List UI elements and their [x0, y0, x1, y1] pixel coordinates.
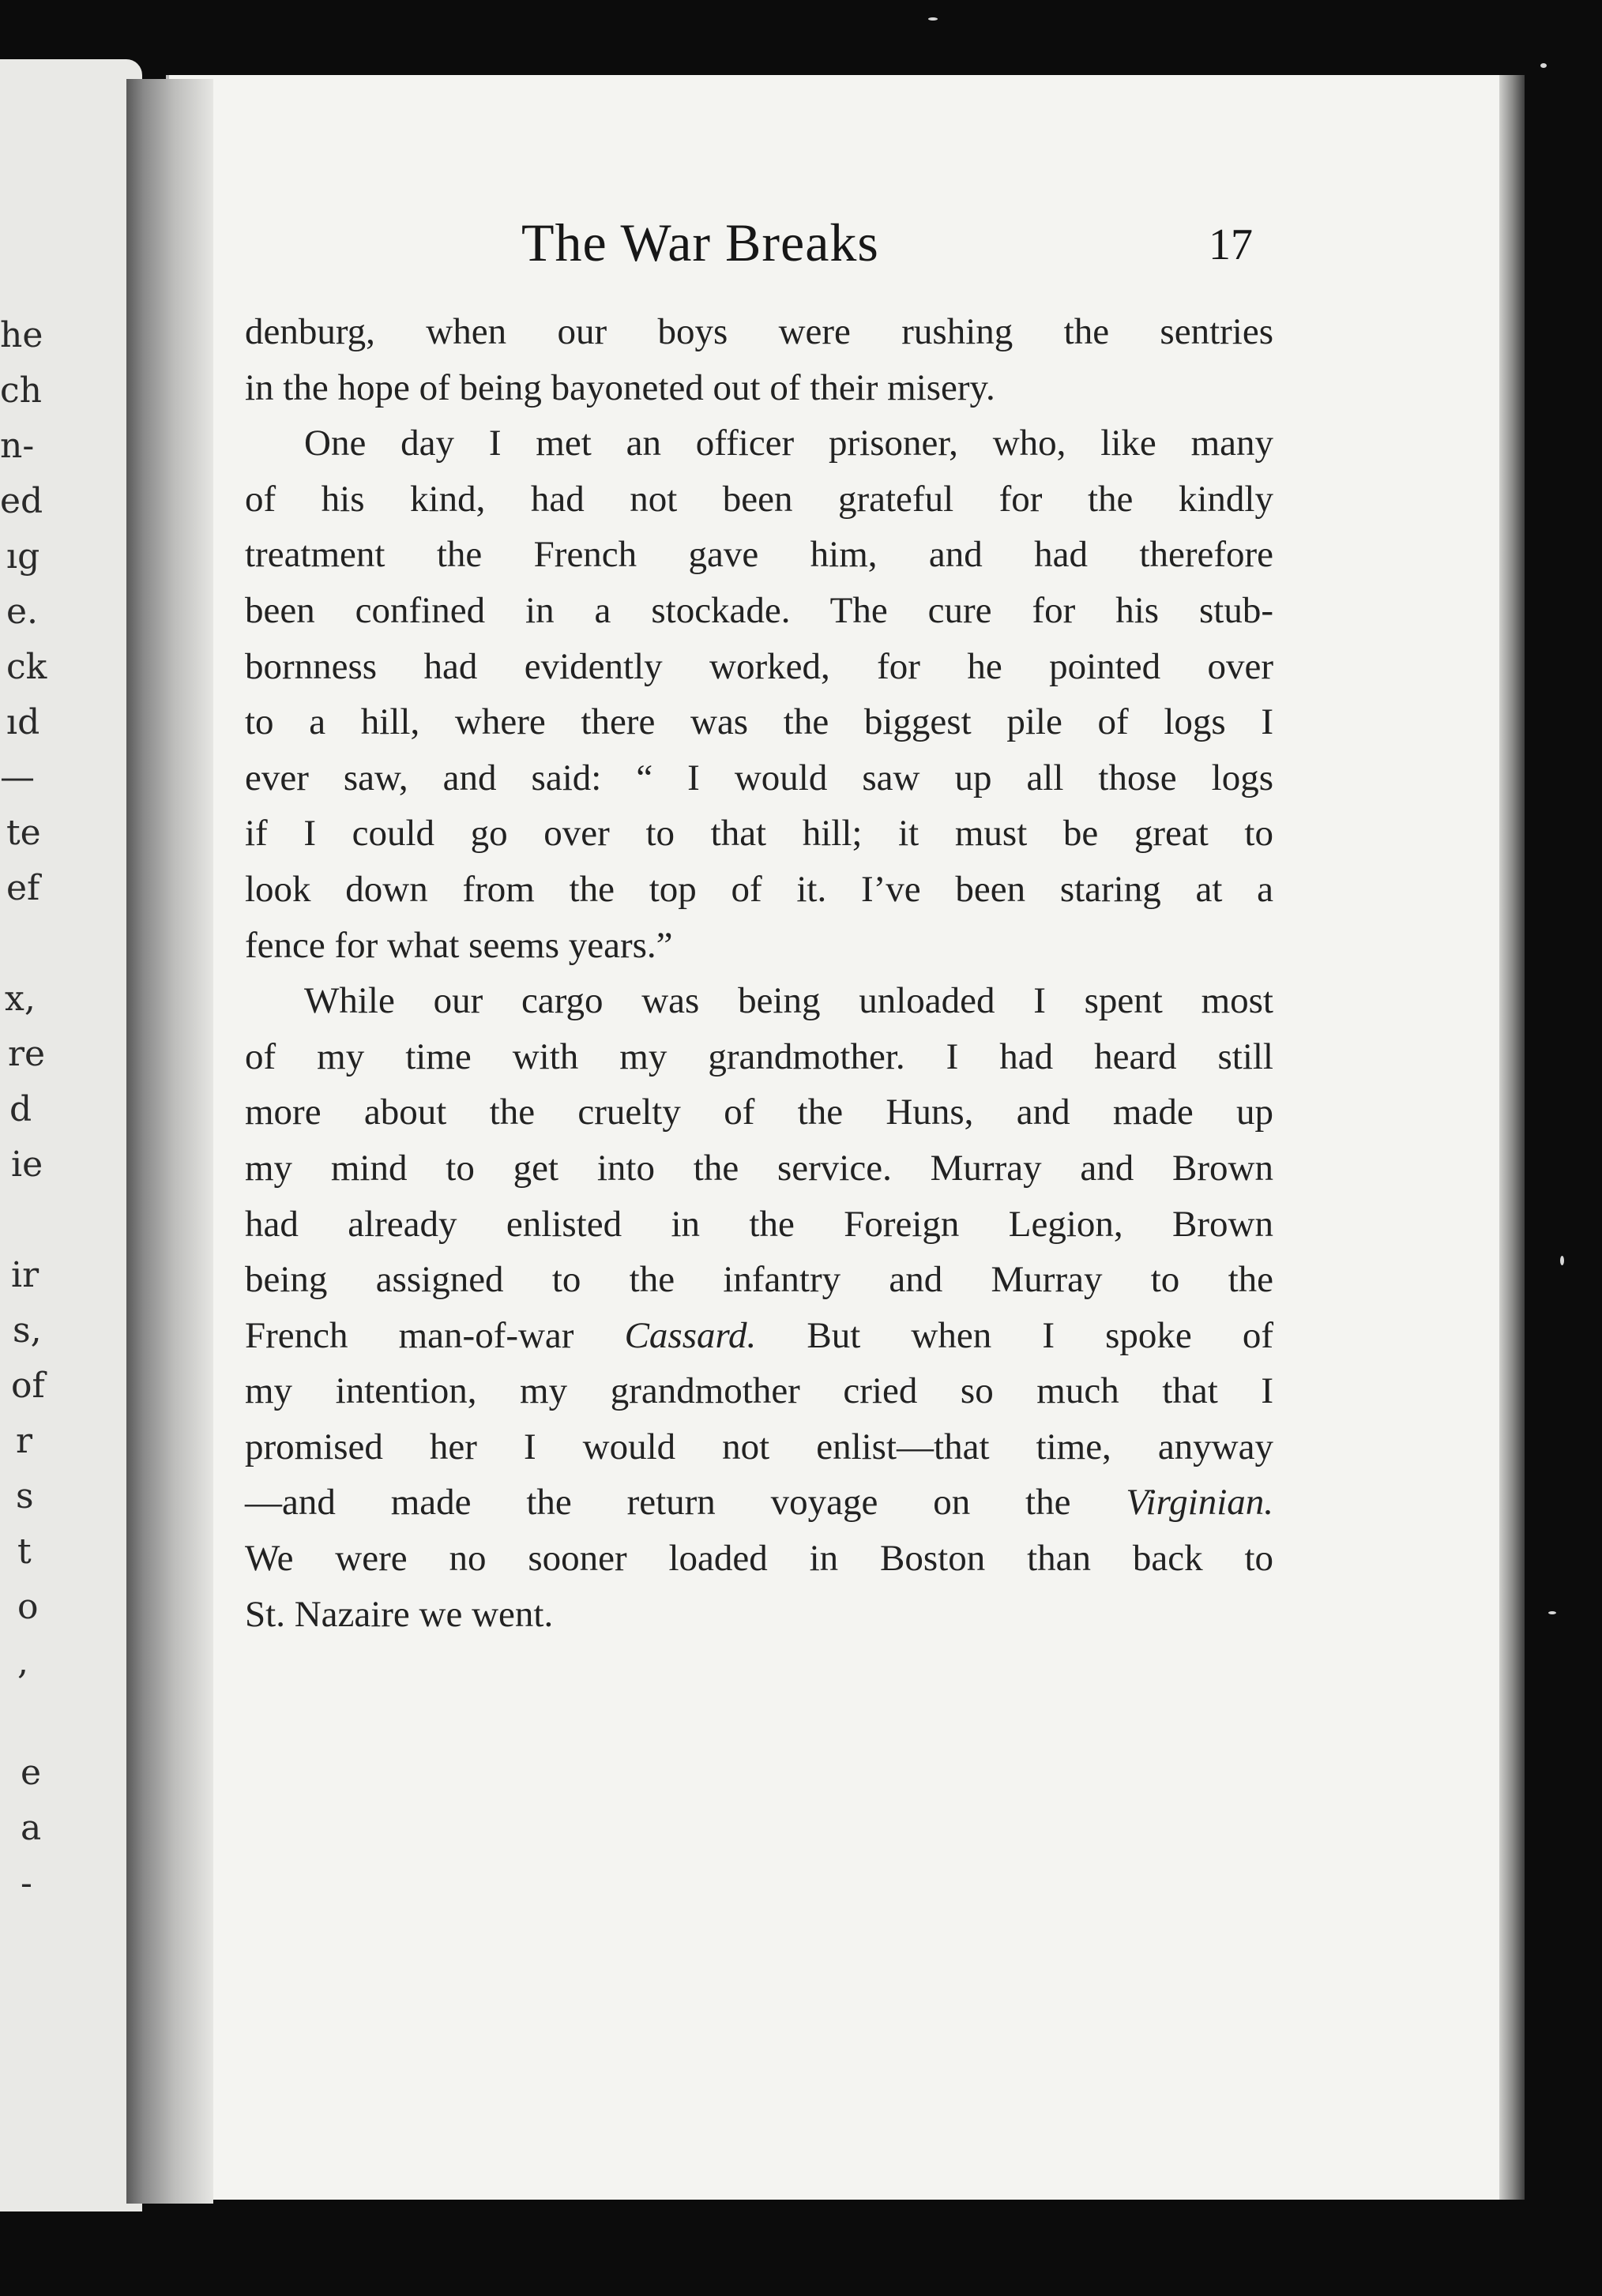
fragment-line: he	[0, 315, 43, 355]
page-edge	[1499, 75, 1525, 2200]
text-segment: French man-of-war	[245, 1314, 574, 1356]
fragment-line: s	[16, 1476, 34, 1516]
fragment-line: x,	[5, 979, 36, 1019]
text-line: more about the cruelty of the Huns, and made up	[245, 1092, 1273, 1133]
fragment-line: n-	[0, 426, 35, 466]
fragment-line: o	[17, 1587, 39, 1627]
fragment-line	[0, 1690, 142, 1745]
dust-speck	[1560, 1256, 1564, 1265]
text-line: in the hope of being bayoneted out of their misery.	[245, 366, 995, 408]
fragment-line: re	[8, 1034, 46, 1074]
dust-speck	[1540, 63, 1547, 68]
text-line: denburg, when our boys were rushing the sentries	[245, 311, 1273, 352]
text-line: of his kind, had not been grateful for the kindly	[245, 478, 1273, 520]
fragment-line: te	[6, 813, 41, 853]
text-line: had already enlisted in the Foreign Legion, Brown	[245, 1203, 1273, 1245]
text-line: my intention, my grandmother cried so much that I	[245, 1370, 1273, 1412]
text-segment: —and made the return voyage on the	[245, 1482, 1071, 1524]
page-number: 17	[1209, 220, 1253, 269]
fragment-line: r	[16, 1421, 33, 1461]
fragment-line	[0, 1193, 142, 1248]
dust-speck	[928, 17, 938, 21]
fragment-line: t	[17, 1531, 32, 1572]
text-line: promised her I would not enlist—that time, anyway	[245, 1426, 1273, 1467]
text-line-with-italic	[245, 1475, 1273, 1531]
text-line: bornness had evidently worked, for he pointed over	[245, 645, 1273, 687]
fragment-line: —	[0, 757, 35, 798]
paragraph-first-line: While our cargo was being unloaded I spent most	[304, 980, 1273, 1022]
fragment-line: ef	[6, 868, 40, 908]
previous-page-fragment	[0, 59, 142, 2211]
text-line: my mind to get into the service. Murray and Brown	[245, 1147, 1273, 1189]
text-line: of my time with my grandmother. I had heard still	[245, 1035, 1273, 1077]
fragment-line: ed	[0, 481, 43, 521]
fragment-line: ck	[6, 647, 47, 687]
text-line: fence for what seems years.”	[245, 924, 673, 966]
previous-page-text	[0, 308, 142, 1911]
text-segment: But when I spoke of	[807, 1314, 1273, 1356]
text-line: ever saw, and said: “ I would saw up all those logs	[245, 757, 1273, 799]
fragment-line: -	[21, 1863, 32, 1903]
running-head: The War Breaks	[521, 212, 879, 272]
page-gutter-shadow	[126, 79, 213, 2204]
ship-name-italic: Virginian.	[1126, 1482, 1274, 1524]
fragment-line: s,	[13, 1310, 42, 1351]
paragraph-first-line: One day I met an officer prisoner, who, like many	[304, 423, 1273, 464]
fragment-line: ,	[17, 1642, 28, 1682]
ship-name-italic: Cassard.	[624, 1314, 757, 1356]
fragment-line: a	[21, 1808, 42, 1848]
fragment-line: ıg	[6, 536, 40, 577]
fragment-line: ıd	[6, 702, 40, 742]
text-line-with-italic	[245, 1308, 1273, 1364]
fragment-line: d	[9, 1089, 32, 1129]
text-line: St. Nazaire we went.	[245, 1593, 554, 1635]
fragment-line	[0, 916, 142, 971]
text-line: look down from the top of it. I’ve been staring at a	[245, 868, 1273, 910]
text-line: if I could go over to that hill; it must be great to	[245, 813, 1273, 855]
text-line: being assigned to the infantry and Murray to the	[245, 1259, 1273, 1301]
fragment-line: of	[11, 1366, 45, 1406]
text-line: We were no sooner loaded in Boston than back to	[245, 1538, 1273, 1580]
fragment-line: e.	[6, 592, 39, 632]
fragment-line: ir	[11, 1255, 39, 1295]
body-text	[245, 304, 1273, 1642]
dust-speck	[1548, 1611, 1556, 1614]
fragment-line: ie	[11, 1144, 43, 1185]
text-line: to a hill, where there was the biggest pile of logs I	[245, 701, 1273, 743]
fragment-line: ch	[0, 370, 42, 411]
text-line: been confined in a stockade. The cure for his stub-	[245, 589, 1273, 631]
text-line: treatment the French gave him, and had therefore	[245, 534, 1273, 576]
fragment-line: e	[21, 1753, 42, 1793]
